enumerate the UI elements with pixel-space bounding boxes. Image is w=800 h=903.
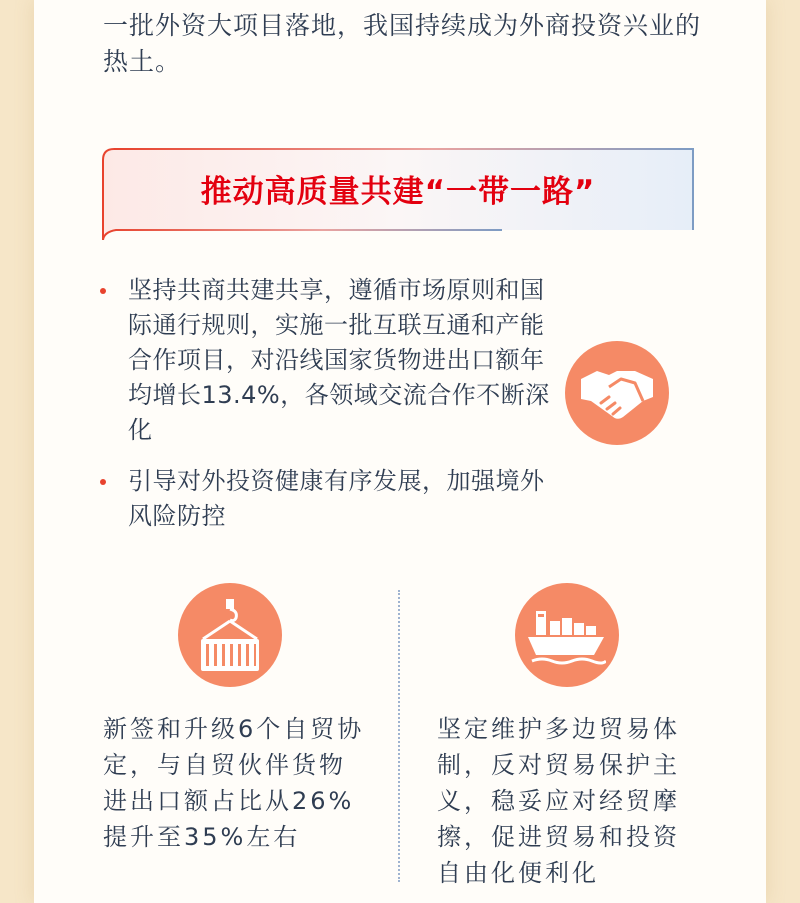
left-column-text: 新签和升级6个自贸协定，与自贸伙伴货物进出口额占比从26%提升至35%左右: [103, 715, 365, 851]
banner-title: 推动高质量共建“一带一路”: [200, 174, 596, 210]
intro-paragraph: 一批外资大项目落地，我国持续成为外商投资兴业的热土。: [103, 11, 702, 76]
column-divider: [398, 590, 400, 882]
bullet-dot: [100, 479, 106, 485]
handshake-icon: [565, 341, 669, 445]
bullet-item: [100, 464, 550, 534]
shipping-container-icon: [178, 583, 282, 687]
bullet-text: 引导对外投资健康有序发展，加强境外风险防控: [128, 467, 545, 530]
bullet-item: [100, 273, 550, 448]
bullet-list: [100, 273, 550, 550]
bullet-text: 坚持共商共建共享，遵循市场原则和国际通行规则，实施一批互联互通和产能合作项目，对沿线国家货物进出口额年均增长13.4%，各领域交流合作不断深化: [128, 276, 550, 444]
cargo-ship-icon: [515, 583, 619, 687]
right-column-text: 坚定维护多边贸易体制，反对贸易保护主义，稳妥应对经贸摩擦，促进贸易和投资自由化便利化: [437, 715, 680, 887]
section-banner: [102, 148, 694, 240]
bullet-dot: [100, 288, 106, 294]
